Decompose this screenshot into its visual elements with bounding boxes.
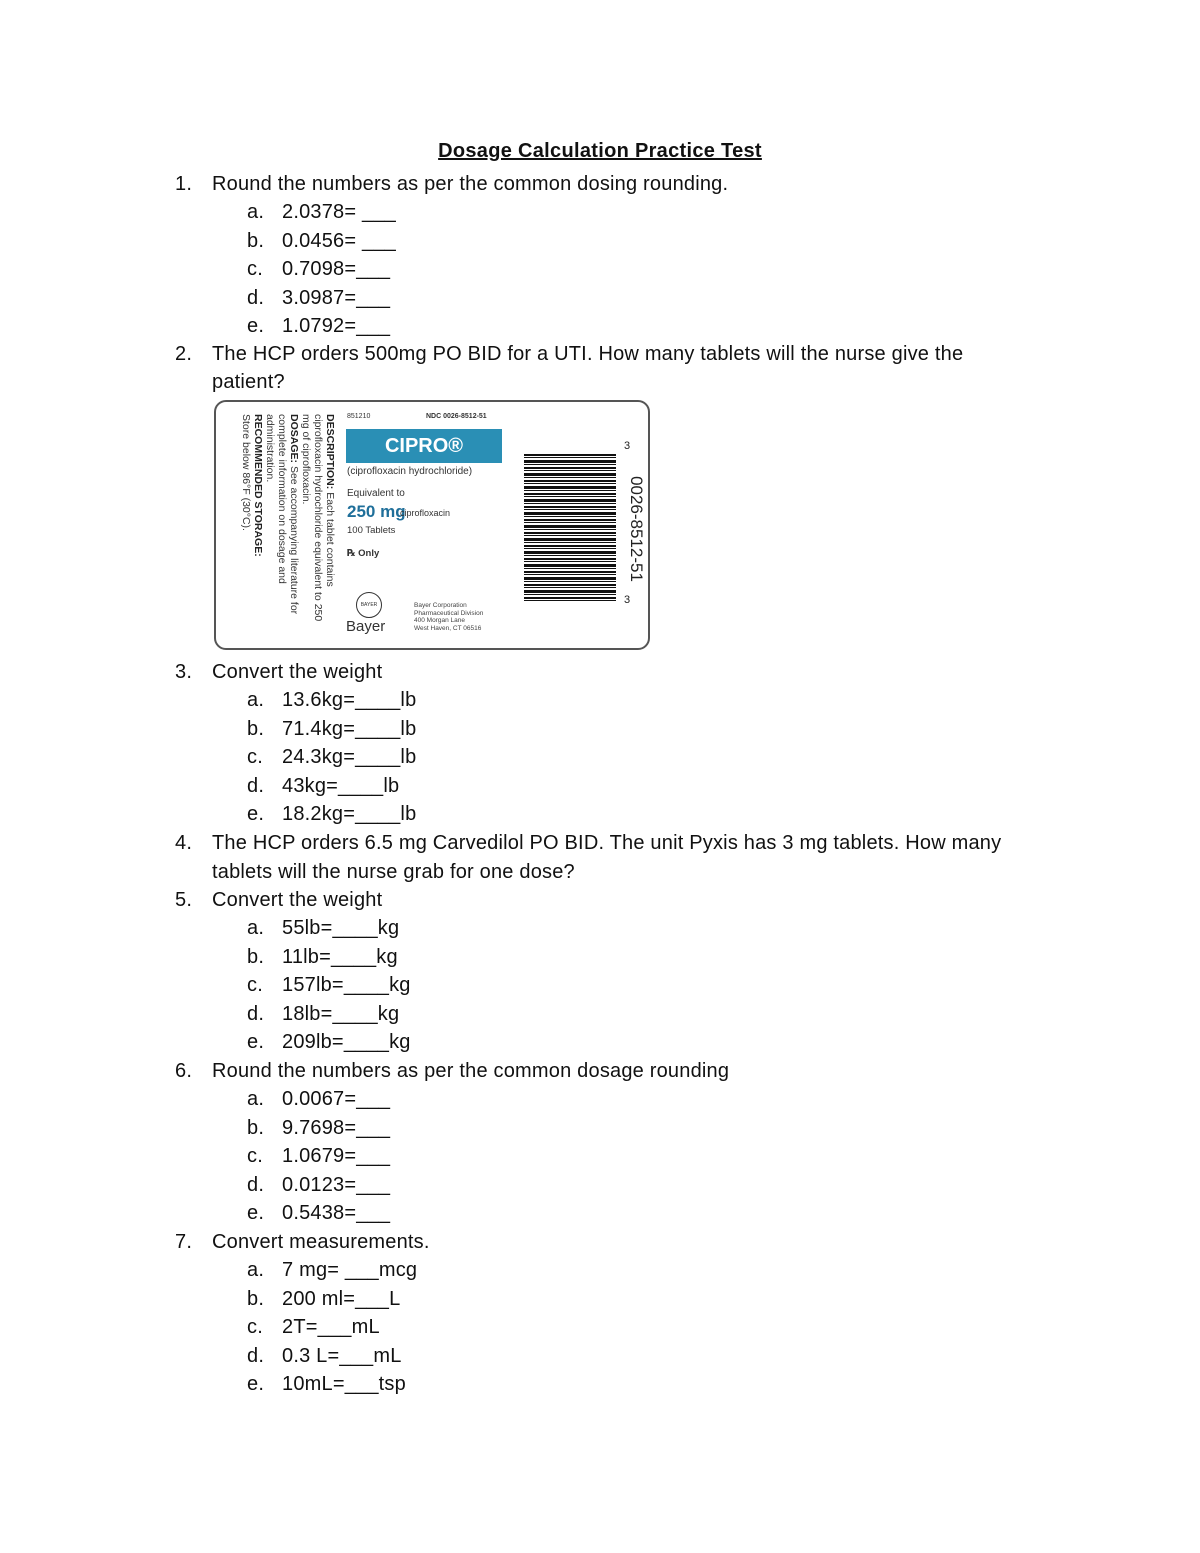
ndc-vertical-text: 0026-8512-51 [627,476,646,582]
question-text-line2: tablets will the nurse grab for one dose? [212,861,575,883]
sub-item-text: 1.0792=___ [282,315,391,337]
bayer-cross-logo: BAYER [356,592,382,618]
sub-item-text: 7 mg= ___mcg [282,1259,418,1281]
sub-item-letter: a. [247,1088,265,1110]
sub-item-text: 0.0123=___ [282,1174,391,1196]
sub-item-letter: e. [247,1031,265,1053]
sub-item-letter: d. [247,1345,265,1367]
sub-item-letter: a. [247,201,265,223]
equivalent-text: Equivalent to [347,488,405,499]
sub-item-text: 71.4kg=____lb [282,718,417,740]
sub-item-letter: e. [247,1373,265,1395]
sub-item-text: 24.3kg=____lb [282,746,417,768]
sub-item-letter: c. [247,1316,263,1338]
storage-heading: RECOMMENDED STORAGE: [252,414,264,557]
sub-item-text: 209lb=____kg [282,1031,411,1053]
tablet-count: 100 Tablets [347,525,396,536]
sub-item-text: 18lb=____kg [282,1003,400,1025]
dosage-heading: DOSAGE: [288,414,300,464]
question-text: Convert measurements. [212,1231,430,1253]
ndc-number: NDC 0026-8512-51 [426,413,487,420]
question-text: Convert the weight [212,889,383,911]
sub-item-text: 2.0378= ___ [282,201,396,223]
maker-name: Bayer [346,618,386,635]
strength-sub: ciprofloxacin [400,508,451,518]
question-text: Round the numbers as per the common dosage rounding [212,1060,730,1082]
sub-item-text: 1.0679=___ [282,1145,391,1167]
sub-item-letter: e. [247,803,265,825]
question-number: 2. [175,343,193,365]
sub-item-letter: d. [247,1003,265,1025]
sub-item-letter: b. [247,1288,265,1310]
address-line: West Haven, CT 06516 [414,624,482,632]
sub-item-letter: c. [247,746,263,768]
sub-item-text: 0.7098=___ [282,258,391,280]
lot-number: 851210 [347,413,371,420]
sub-item-letter: d. [247,775,265,797]
sub-item-text: 3.0987=___ [282,287,391,309]
sub-item-letter: e. [247,315,265,337]
question-text-line2: patient? [212,371,285,393]
sub-item-letter: d. [247,1174,265,1196]
question-number: 6. [175,1060,193,1082]
sub-item-text: 11lb=____kg [282,946,398,968]
sub-item-text: 55lb=____kg [282,917,400,939]
sub-item-text: 0.5438=___ [282,1202,391,1224]
sub-item-letter: a. [247,1259,265,1281]
question-text: The HCP orders 6.5 mg Carvedilol PO BID. The unit Pyxis has 3 mg tablets. How many [212,832,1002,854]
address-line: Pharmaceutical Division [414,609,484,617]
sub-item-text: 2T=___mL [282,1316,380,1338]
strength-value: 250 mg [347,502,406,521]
question-text: Round the numbers as per the common dosing rounding. [212,173,729,195]
sub-item-letter: a. [247,689,265,711]
storage-text: Store below 86°F (30°C). [240,414,252,531]
generic-name: (ciprofloxacin hydrochloride) [347,466,473,477]
sub-item-text: 18.2kg=____lb [282,803,417,825]
drug-label-image [214,400,650,650]
sub-item-text: 157lb=____kg [282,974,411,996]
sub-item-text: 200 ml=___L [282,1288,401,1310]
sub-item-letter: b. [247,718,265,740]
question-number: 1. [175,173,193,195]
address-line: Bayer Corporation [414,602,467,609]
dosage-text: See accompanying literature for complete information on dosage and administration. [264,414,300,615]
sub-item-letter: c. [247,974,263,996]
sub-item-letter: b. [247,946,265,968]
sub-item-letter: c. [247,1145,263,1167]
barcode-digit-bottom: 3 [624,594,631,606]
question-number: 5. [175,889,193,911]
sub-item-letter: b. [247,1117,265,1139]
sub-item-text: 13.6kg=____lb [282,689,417,711]
question-text: Convert the weight [212,661,383,683]
barcode-digit-top: 3 [624,440,631,452]
sub-item-text: 0.0067=___ [282,1088,391,1110]
sub-item-letter: d. [247,287,265,309]
question-number: 3. [175,661,193,683]
description-text: Each tablet contains ciprofloxacin hydrochloride equivalent to 250 mg of ciprofloxacin. [300,414,336,622]
sub-item-text: 9.7698=___ [282,1117,391,1139]
sub-item-text: 0.0456= ___ [282,230,396,252]
maker-address [414,602,483,632]
barcode [524,454,616,602]
address-line: 400 Morgan Lane [414,617,465,624]
brand-name: CIPRO® [346,429,502,463]
page-title: Dosage Calculation Practice Test [438,140,762,162]
sub-item-text: 0.3 L=___mL [282,1345,402,1367]
rx-only: ℞ Only [347,548,380,559]
ndc-vertical [620,444,646,614]
question-text: The HCP orders 500mg PO BID for a UTI. How many tablets will the nurse give the [212,343,964,365]
label-side-text [218,414,336,636]
sub-item-letter: e. [247,1202,265,1224]
sub-item-letter: a. [247,917,265,939]
question-number: 4. [175,832,193,854]
sub-item-letter: c. [247,258,263,280]
question-number: 7. [175,1231,193,1253]
description-heading: DESCRIPTION: [324,414,336,490]
sub-item-text: 10mL=___tsp [282,1373,406,1395]
sub-item-letter: b. [247,230,265,252]
sub-item-text: 43kg=____lb [282,775,400,797]
